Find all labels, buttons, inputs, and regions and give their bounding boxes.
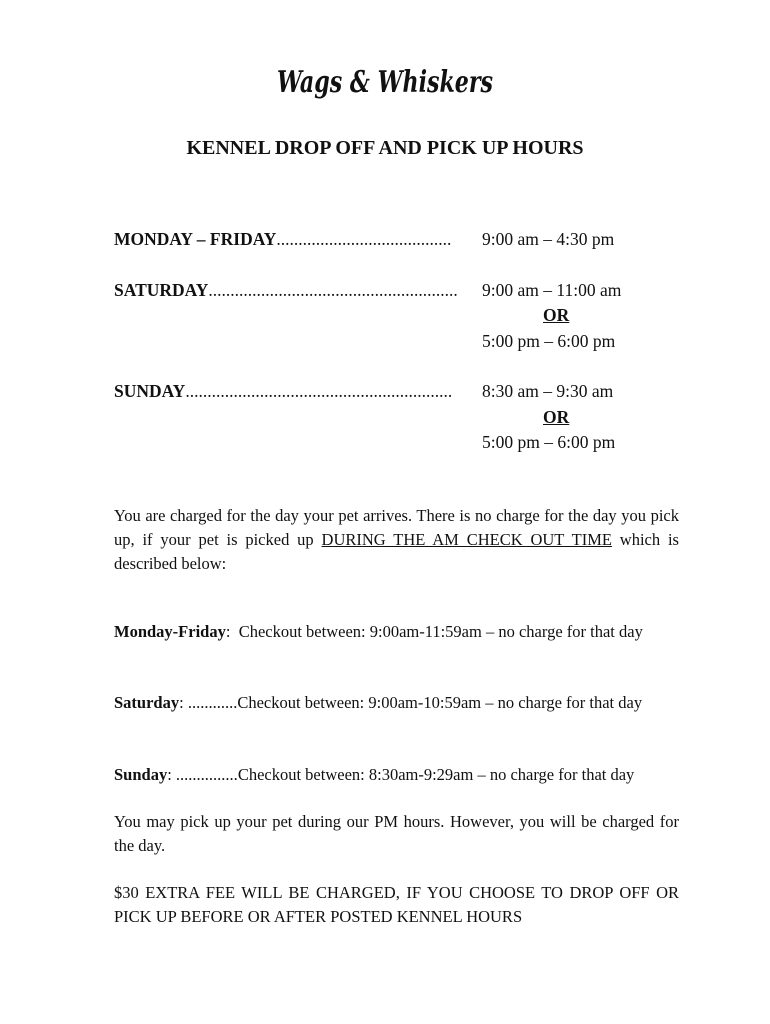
hours-weekday-row <box>114 229 451 250</box>
hours-sunday-label: SUNDAY <box>114 381 186 401</box>
checkout-sunday <box>114 765 634 785</box>
fee-paragraph: $30 EXTRA FEE WILL BE CHARGED, IF YOU CHOOSE TO DROP OFF OR PICK UP BEFORE OR AFTER POSTED KENNEL HOURS <box>114 883 679 926</box>
checkout-saturday-text: Checkout between: 9:00am-10:59am – no charge for that day <box>237 693 643 712</box>
page-title: KENNEL DROP OFF AND PICK UP HOURS <box>186 137 584 159</box>
leader-dots: ............................................................. <box>185 381 453 401</box>
charge-paragraph <box>114 504 679 576</box>
checkout-weekday-label: Monday-Friday <box>114 622 226 641</box>
charge-text-before: You are charged for the day your pet arrives. There is no charge for the day you pick up, if your pet is picked up <box>114 506 679 549</box>
hours-sunday-row <box>114 381 452 402</box>
wags-whiskers-logo <box>275 60 497 106</box>
hours-weekday-label: MONDAY – FRIDAY <box>114 229 277 249</box>
checkout-weekday-text: Checkout between: 9:00am-11:59am – no charge for that day <box>238 622 643 641</box>
checkout-sunday-label: Sunday <box>114 765 168 784</box>
leader-dots: ........................................ <box>276 229 452 249</box>
checkout-sunday-text: Checkout between: 8:30am-9:29am – no charge for that day <box>237 765 635 784</box>
checkout-saturday-sep: : ............ <box>179 693 238 712</box>
hours-sunday-time-2: 5:00 pm – 6:00 pm <box>482 432 616 452</box>
hours-saturday-row <box>114 280 458 301</box>
charge-text-after: which is described below: <box>114 530 679 573</box>
hours-saturday-label: SATURDAY <box>114 280 209 300</box>
hours-sunday-or: OR <box>543 407 570 427</box>
hours-saturday-or: OR <box>543 305 570 325</box>
checkout-weekday-sep: : <box>225 622 239 641</box>
charge-text-underlined: DURING THE AM CHECK OUT TIME <box>321 530 612 549</box>
hours-weekday-time: 9:00 am – 4:30 pm <box>482 229 615 249</box>
hours-saturday-time-1: 9:00 am – 11:00 am <box>482 280 622 300</box>
logo-wordmark <box>275 60 497 106</box>
checkout-saturday <box>114 693 642 713</box>
checkout-saturday-label: Saturday <box>114 693 180 712</box>
checkout-sunday-sep: : ............... <box>167 765 238 784</box>
logo-text: Wags & Whiskers <box>277 65 494 100</box>
pm-paragraph: You may pick up your pet during our PM hours. However, you will be charged for the day. <box>114 812 679 855</box>
hours-saturday-time-2: 5:00 pm – 6:00 pm <box>482 331 616 351</box>
hours-sunday-time-1: 8:30 am – 9:30 am <box>482 381 614 401</box>
checkout-weekday <box>114 622 643 642</box>
leader-dots: ......................................................... <box>208 280 458 300</box>
